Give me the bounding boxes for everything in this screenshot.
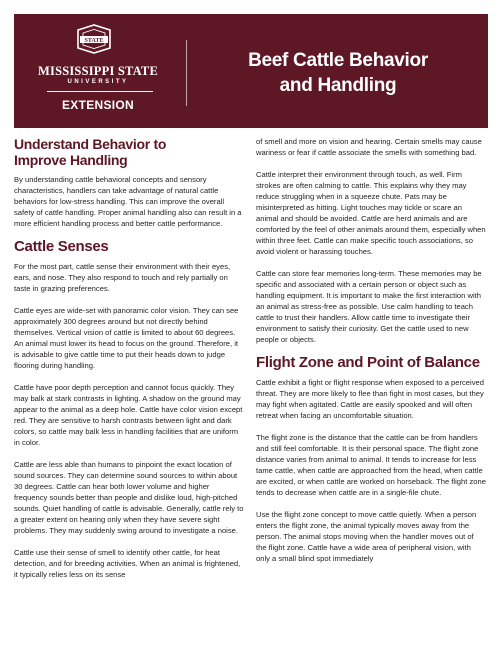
masthead (14, 14, 488, 128)
title-line-1: Beef Cattle Behavior (248, 50, 428, 71)
paragraph-smell-continued: of smell and more on vision and hearing. Certain smells may cause wariness or fear if cattle associate the smells with something bad. (256, 137, 482, 157)
state-seal-icon (74, 24, 114, 54)
paragraph-touch: Cattle interpret their environment through touch, as well. Firm strokes are often calming to cattle. This explains why they may reduce struggling when in a squeeze chute. Pats may be misinterpreted as hitting. Light touches may tickle or scare an animal and should be avoided. Cattle are herd animals and are comforted by the feel of other animals around them, especially when within three feet. Cattle can make specific touch associations, so avoid violent or harassing touches. (256, 170, 486, 256)
section-heading-understand-behavior (14, 136, 244, 168)
logo-divider (47, 91, 153, 92)
paragraph-depth-perception: Cattle have poor depth perception and cannot focus quickly. They may balk at stark contrasts in lighting. A shadow on the ground may appear to the animal as a deep hole. Cattle have color vision except red. They are sensitive to harsh contrasts between light and dark colors, so cattle may balk less in handling facilities that are uniform in color. (14, 383, 243, 447)
header-divider (186, 40, 187, 106)
heading-line-1: Understand Behavior to (14, 136, 167, 152)
section-heading-flight-zone: Flight Zone and Point of Balance (256, 354, 480, 371)
paragraph-fear-memory: Cattle can store fear memories long-term. These memories may be specific and associated with a certain person or object such as handling equipment. It is important to make the first interaction with an animal as stress-free as possible. Use calm handling to teach cattle to trust their handlers. Allow cattle time to investigate their environment to satisfy their curiosity. Get the cattle used to new people or objects. (256, 269, 482, 344)
paragraph-flight-zone-usage: Use the flight zone concept to move cattle quietly. When a person enters the flight zone, the animal typically moves away from the person. The animal stops moving when the handler moves out of the flight zone. Cattle have a wide area of peripheral vision, with only a small blind spot immediately (256, 510, 477, 563)
right-column (256, 136, 486, 575)
left-column (14, 136, 244, 591)
paragraph-fight-or-flight: Cattle exhibit a fight or flight response when exposed to a perceived threat. They are more likely to flee than fight in most cases, but they may fight when agitated. Cattle are easily spooked and will often retreat when facing an uncomfortable situation. (256, 378, 484, 420)
paragraph-hearing: Cattle are less able than humans to pinpoint the exact location of sound sources. They can determine sound sources to within about 30 degrees. Cattle can hear both lower volume and higher frequency sounds better than people and dislike loud, high-pitched sounds. Quiet handling of cattle is advisable. Generally, cattle rely to a greater extent on hearing only when they have severe sight problems. They may suddenly swing around to investigate a noise. (14, 460, 244, 535)
logo-university: UNIVERSITY (67, 79, 129, 85)
logo-unit: EXTENSION (61, 98, 135, 112)
page-title (188, 48, 488, 98)
seal-text: STATE (84, 36, 104, 44)
paragraph-intro: By understanding cattle behavioral concepts and sensory characteristics, handlers can take advantage of natural cattle behaviors for low-stress handling. This can improve the overall safety of cattle handling. Proper animal handling also can result in a more efficient handling process and better cattle performance. (14, 175, 242, 228)
title-line-2: and Handling (279, 75, 397, 96)
paragraph-vision: Cattle eyes are wide-set with panoramic color vision. They can see approximately 300 degrees around but not directly behind themselves. Vertical vision of cattle is limited to about 60 degrees. An animal must lower its head to focus on the ground. Therefore, it is advisable to give cattle time to put their heads down to judge flooring during handling. (14, 306, 239, 370)
heading-line-2: Improve Handling (14, 152, 128, 168)
logo-name: MISSISSIPPI STATE (38, 64, 158, 78)
paragraph-flight-zone-definition: The flight zone is the distance that the cattle can be from handlers and still feel comfortable. It is their personal space. The flight zone distance varies from animal to animal. It tends to increase for less tame cattle, when cattle are approached from the head, when cattle are excited, or when cattle are worked on horseback. The flight zone tends to decrease when cattle are in a single-file chute. (256, 433, 486, 497)
section-heading-cattle-senses: Cattle Senses (14, 238, 109, 255)
paragraph-senses: For the most part, cattle sense their environment with their eyes, ears, and nose. They also respond to touch and rely partially on taste in grazing preferences. (14, 262, 231, 293)
paragraph-smell: Cattle use their sense of smell to identify other cattle, for heat detection, and for breeding activities. When an animal is frightened, it typically relies less on its sense (14, 548, 241, 579)
msu-extension-logo (14, 14, 179, 128)
